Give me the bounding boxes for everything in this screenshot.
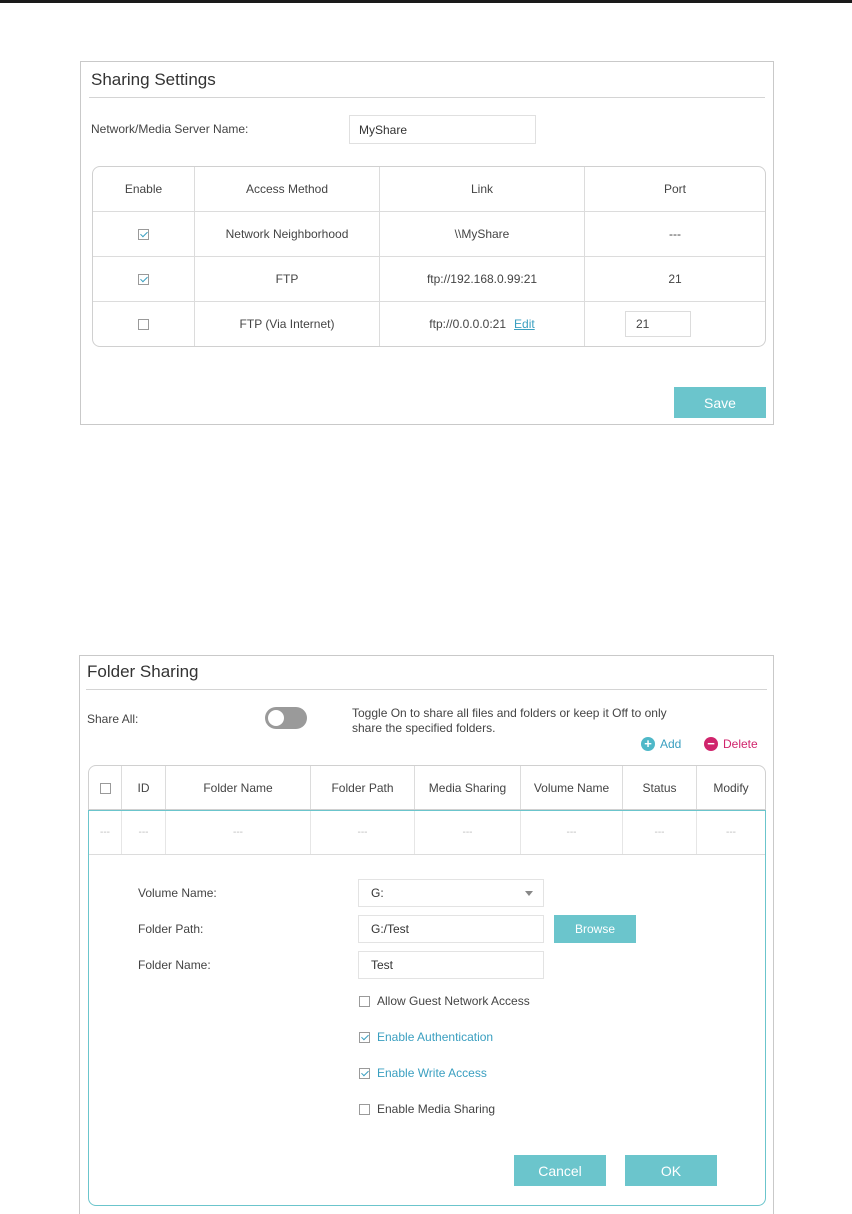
empty-cell: --- [166,811,311,854]
volume-name-label: Volume Name: [138,886,217,900]
plus-icon: + [641,737,655,751]
add-label: Add [660,737,682,751]
description-line: Toggle On to share all files and folders or keep it Off to only [352,706,667,720]
enable-write-access-option[interactable] [359,1066,487,1080]
save-button[interactable]: Save [674,387,766,418]
enable-authentication-option[interactable] [359,1030,493,1044]
option-label: Enable Authentication [377,1030,494,1044]
folder-path-label: Folder Path: [138,922,204,936]
share-all-description [352,706,667,736]
link-text: ftp://0.0.0.0:21 [429,317,507,331]
panel-title: Folder Sharing [87,662,199,681]
option-label: Enable Write Access [377,1066,487,1080]
server-name-label: Network/Media Server Name: [91,122,249,136]
empty-cell: --- [521,811,623,854]
select-all-checkbox[interactable] [100,783,111,794]
table-row [93,302,765,346]
table-header [93,167,765,212]
empty-cell: --- [726,827,736,838]
access-method: Network Neighborhood [195,212,380,257]
empty-cell: --- [89,811,122,854]
panel-title: Sharing Settings [91,70,216,89]
column-header: Folder Path [311,766,415,809]
minus-icon: − [704,737,718,751]
top-rule [0,0,852,3]
checkbox[interactable] [359,996,370,1007]
enable-media-sharing-option[interactable] [359,1102,495,1116]
column-header: Volume Name [521,766,623,809]
table-row [93,257,765,302]
description-line: share the specified folders. [352,721,496,735]
access-method-table [92,166,766,347]
allow-guest-access-option[interactable] [359,994,530,1008]
folder-name-input[interactable]: Test [358,951,544,979]
folder-sharing-panel [79,655,774,1214]
link-text: \\MyShare [380,212,585,257]
port-text: --- [585,212,765,257]
add-button[interactable] [641,737,681,751]
link-text: ftp://192.168.0.99:21 [380,257,585,302]
folder-path-input[interactable]: G:/Test [358,915,544,943]
divider [89,97,765,98]
empty-cell: --- [311,811,415,854]
column-header: Media Sharing [415,766,521,809]
enable-checkbox[interactable] [138,319,149,330]
sharing-settings-panel [80,61,774,425]
column-header: Port [585,167,765,212]
column-header: Folder Name [166,766,311,809]
folder-edit-area [88,810,766,1206]
server-name-input[interactable]: MyShare [349,115,536,144]
empty-cell: --- [623,811,697,854]
share-all-label: Share All: [87,712,139,726]
table-row [93,212,765,257]
column-header: Access Method [195,167,380,212]
share-all-toggle[interactable] [265,707,307,729]
divider [86,689,767,690]
option-label: Allow Guest Network Access [377,994,530,1008]
access-method: FTP (Via Internet) [195,302,380,346]
access-method: FTP [195,257,380,302]
browse-button[interactable]: Browse [554,915,636,943]
volume-name-value: G: [371,886,384,900]
column-header: Modify [713,780,749,795]
delete-button[interactable] [704,737,758,751]
empty-cell: --- [415,811,521,854]
volume-name-select[interactable] [358,879,544,907]
enable-checkbox[interactable] [138,229,149,240]
checkbox[interactable] [359,1032,370,1043]
edit-link[interactable]: Edit [514,317,535,331]
chevron-down-icon [525,891,533,896]
cancel-button[interactable]: Cancel [514,1155,606,1186]
port-input[interactable]: 21 [625,311,691,337]
column-header: Link [380,167,585,212]
port-text: 21 [585,257,765,302]
column-header: ID [122,766,166,809]
checkbox[interactable] [359,1104,370,1115]
ok-button[interactable]: OK [625,1155,717,1186]
empty-cell: --- [122,811,166,854]
checkbox[interactable] [359,1068,370,1079]
table-row [89,811,765,855]
folder-name-label: Folder Name: [138,958,211,972]
folder-table-header [88,765,766,810]
option-label: Enable Media Sharing [377,1102,496,1116]
toggle-knob [268,710,284,726]
delete-label: Delete [723,737,758,751]
column-header: Status [623,766,697,809]
column-header: Enable [93,167,195,212]
enable-checkbox[interactable] [138,274,149,285]
